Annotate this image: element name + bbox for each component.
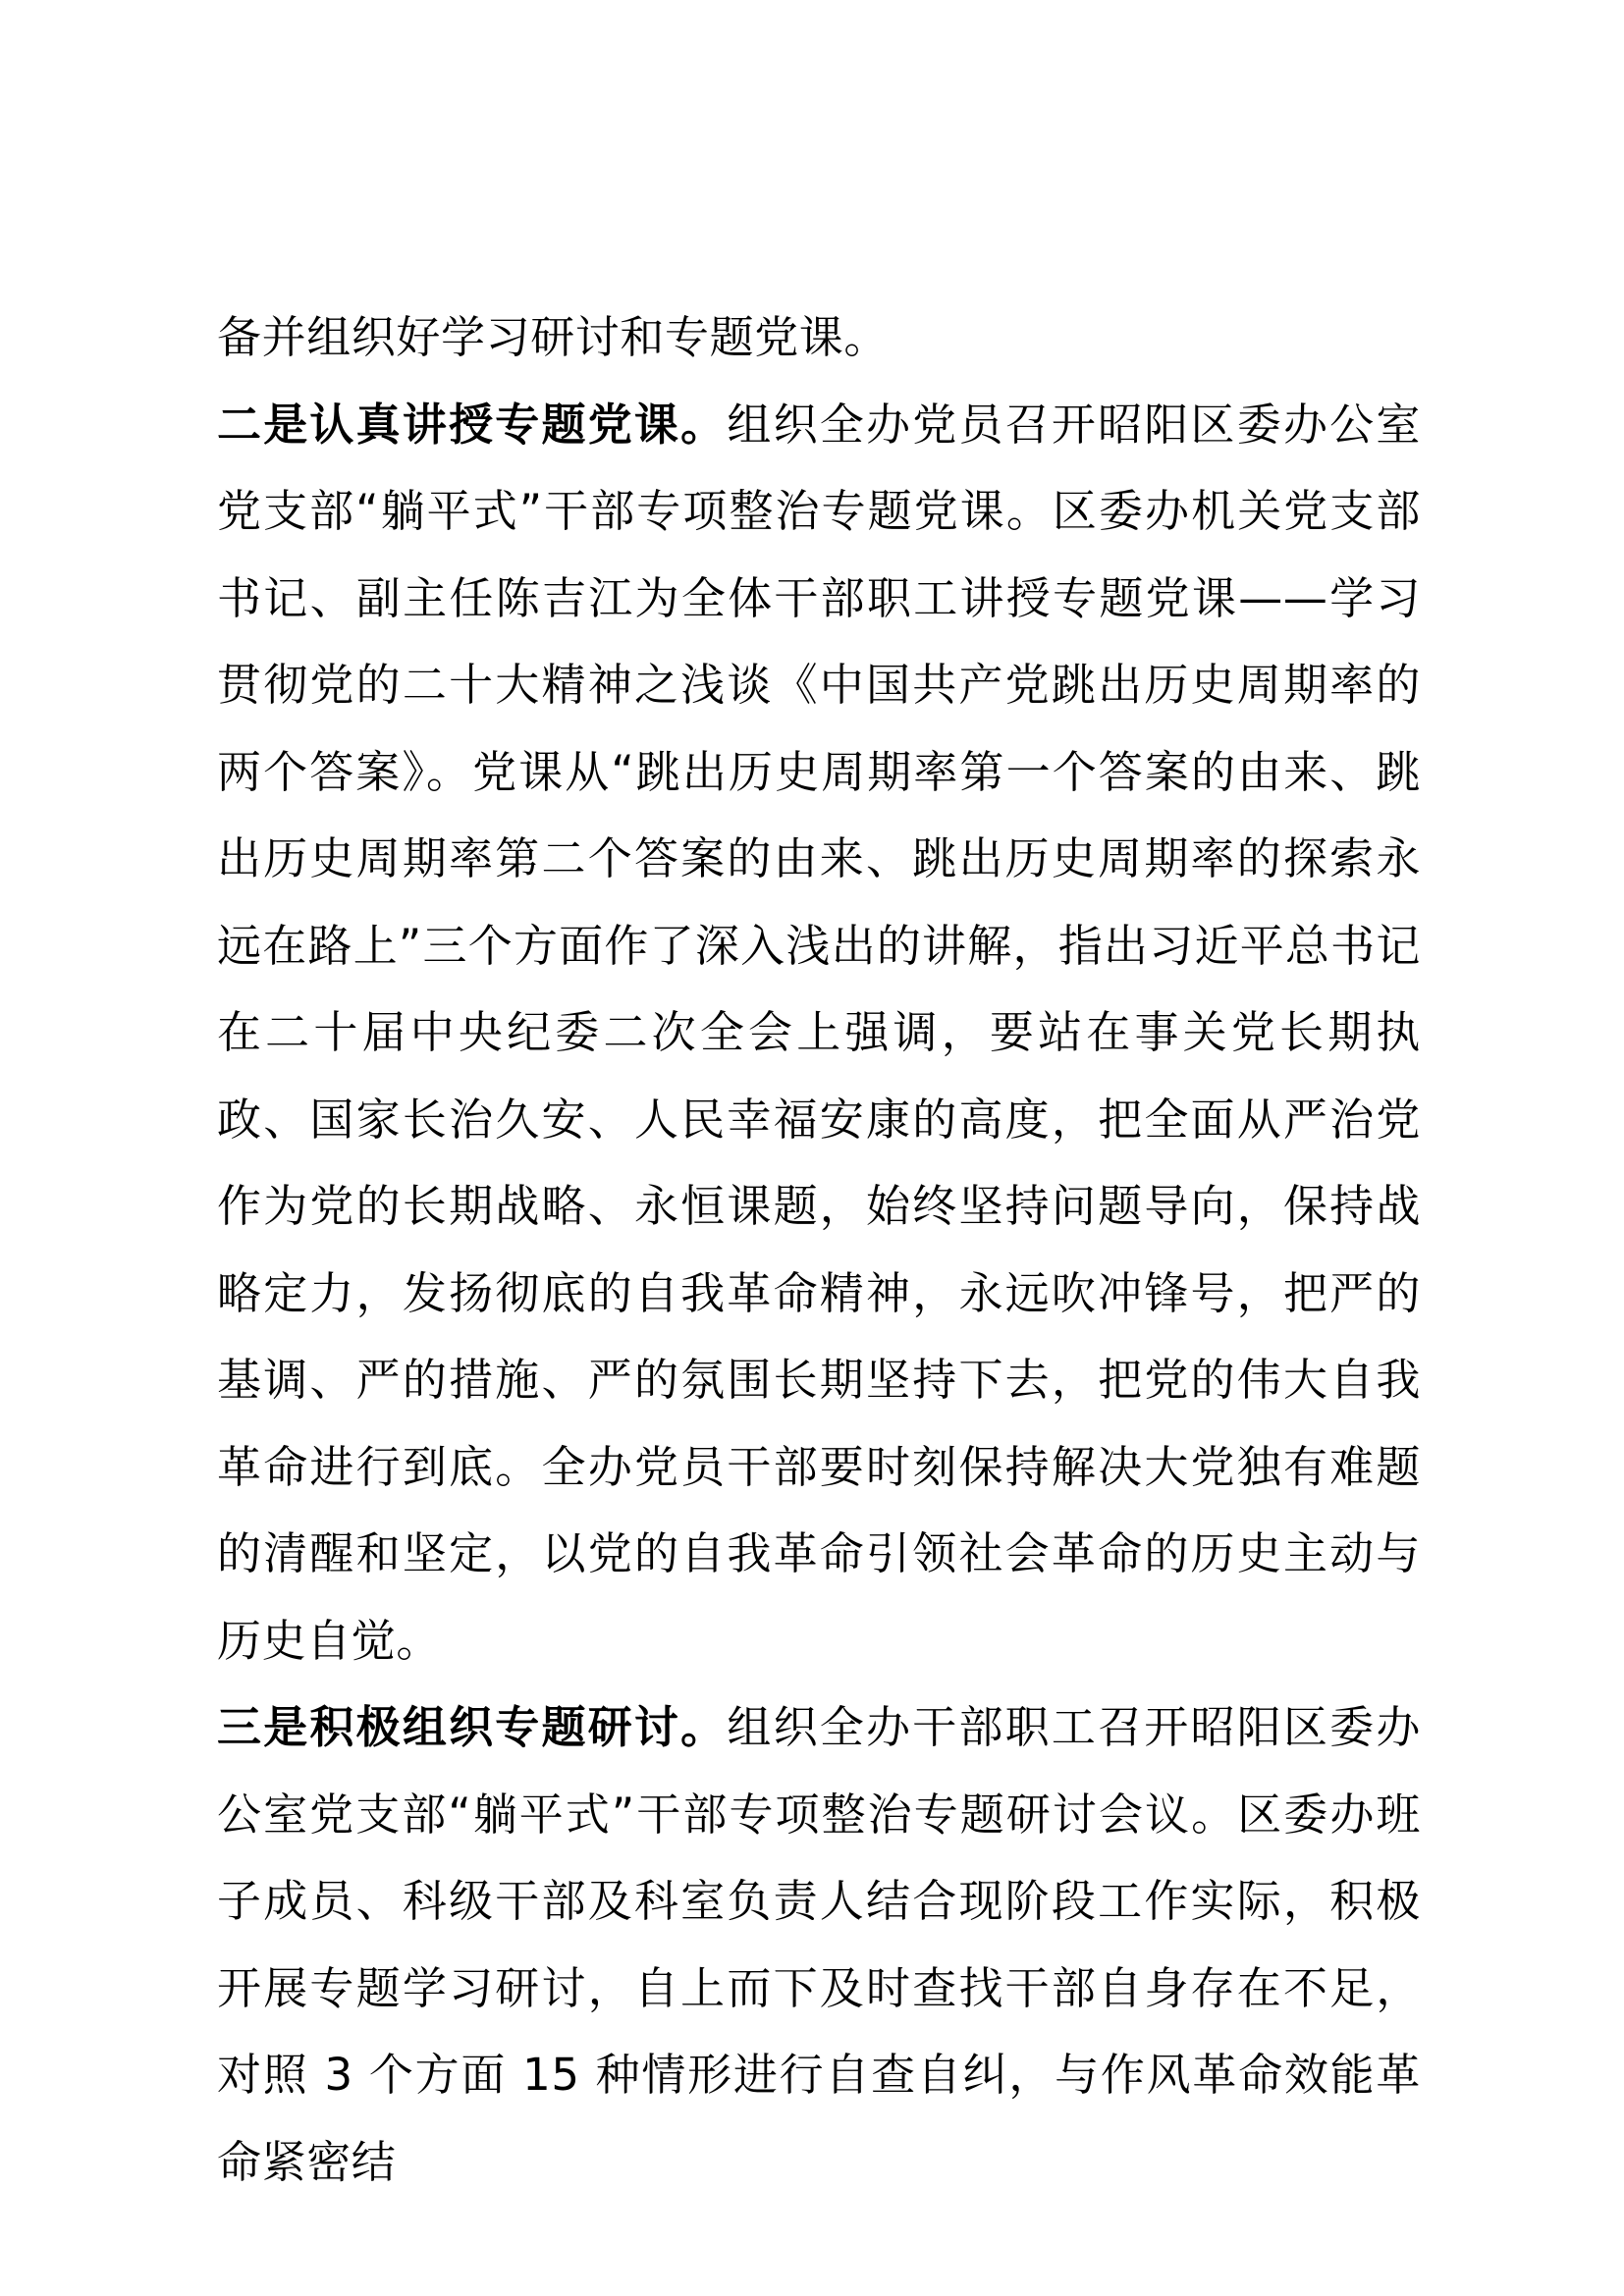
paragraph-text: 组织全办党员召开昭阳区委办公室党支部“躺平式”干部专项整治专题党课。区委办机关党支部书记、副主任陈吉江为全体干部职工讲授专题党课——学习贯彻党的二十大精神之浅谈《中国共产党跳出历史周期率的两个答案》。党课从“跳出历史周期率第一个答案的由来、跳出历史周期率第二个答案的由来、跳出历史周期率的探索永远在路上”三个方面作了深入浅出的讲解，指出习近平总书记在二十届中央纪委二次全会上强调，要站在事关党长期执政、国家长治久安、人民幸福安康的高度，把全面从严治党作为党的长期战略、永恒课题，始终坚持问题导向，保持战略定力，发扬彻底的自我革命精神，永远吹冲锋号，把严的基调、严的措施、严的氛围长期坚持下去，把党的伟大自我革命进行到底。全办党员干部要时刻保持解决大党独有难题的清醒和坚定，以党的自我革命引领社会革命的历史主动与历史自觉。 bbox=[217, 398, 1421, 1667]
paragraph-text: 组织全办干部职工召开昭阳区委办公室党支部“躺平式”干部专项整治专题研讨会议。区委办班子成员、科级干部及科室负责人结合现阶段工作实际，积极开展专题学习研讨，自上而下及时查找干部自身存在不足，对照 3 个方面 15 种情形进行自查自纠，与作风革命效能革命紧密结 bbox=[217, 1701, 1421, 2188]
paragraph-heading: 二是认真讲授专题党课。 bbox=[217, 398, 728, 451]
paragraph-continuation bbox=[217, 294, 1421, 382]
paragraph-seminar bbox=[217, 1684, 1421, 2206]
document-body bbox=[217, 294, 1421, 2206]
paragraph-heading: 三是积极组织专题研讨。 bbox=[217, 1701, 728, 1753]
paragraph-text: 备并组织好学习研讨和专题党课。 bbox=[217, 311, 890, 363]
paragraph-party-lecture bbox=[217, 382, 1421, 1685]
